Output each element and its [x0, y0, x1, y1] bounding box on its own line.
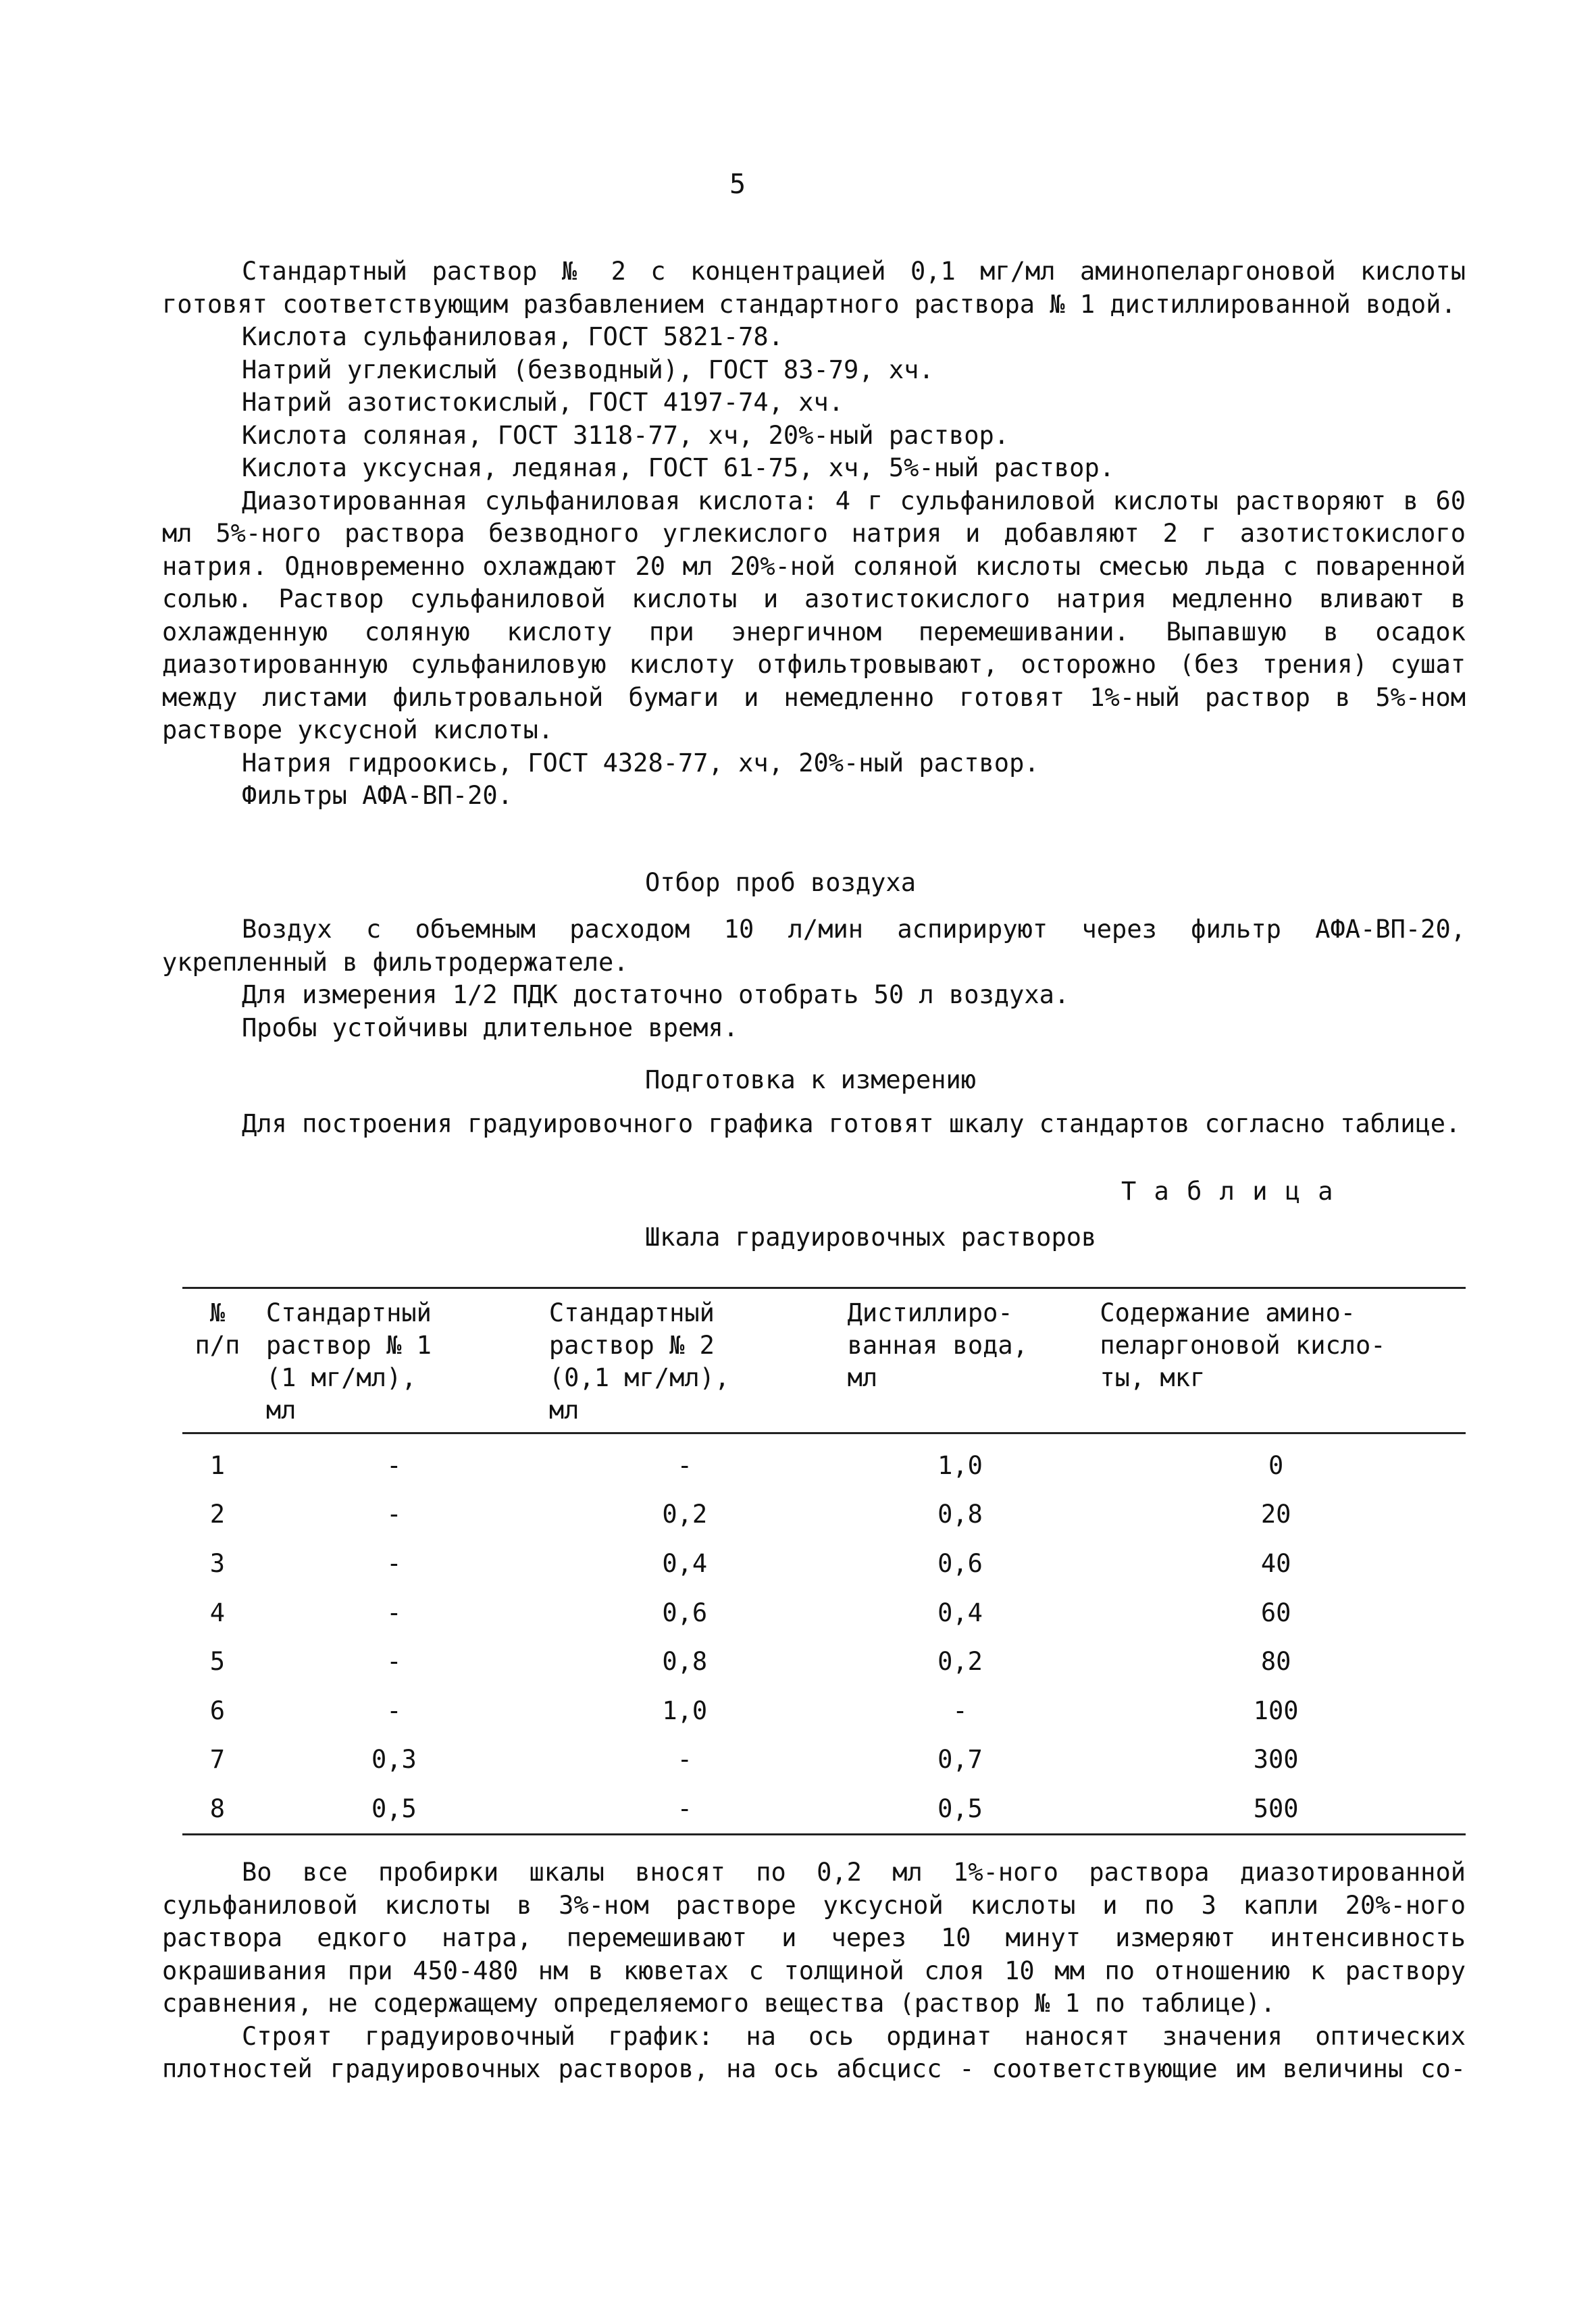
cell-number: 5 — [209, 1647, 226, 1677]
table-row — [182, 1686, 1466, 1735]
cell-standard-2: 1,0 — [662, 1696, 708, 1725]
page-number: 5 — [729, 169, 746, 200]
header-standard-1: Стандартный раствор № 1 (1 мг/мл), мл — [253, 1288, 536, 1433]
paragraph: Пробы устойчивы длительное время. — [242, 1013, 739, 1042]
reagent-item: Натрий углекислый (безводный), ГОСТ 83-79, хч. — [242, 355, 934, 384]
cell-standard-2: 0,4 — [662, 1548, 708, 1578]
table-row — [182, 1490, 1466, 1540]
cell-number: 2 — [209, 1500, 226, 1529]
cell-content: 100 — [1253, 1696, 1299, 1725]
cell-content: 300 — [1253, 1745, 1299, 1775]
cell-standard-2: 0,8 — [662, 1647, 708, 1677]
header-standard-2: Стандартный раствор № 2 (0,1 мг/мл), мл — [536, 1288, 834, 1433]
reagent-item: Кислота соляная, ГОСТ 3118-77, хч, 20%-ный раствор. — [242, 420, 1010, 450]
section-heading-sampling: Отбор проб воздуха — [645, 868, 916, 897]
calibration-table — [182, 1287, 1466, 1856]
cell-content: 0 — [1268, 1450, 1284, 1480]
cell-water: 0,8 — [937, 1500, 983, 1529]
header-number: № п/п — [182, 1288, 253, 1433]
cell-water: 0,4 — [937, 1598, 983, 1627]
reagent-item: Натрий азотистокислый, ГОСТ 4197-74, хч. — [242, 388, 844, 417]
cell-water: 0,7 — [937, 1745, 983, 1775]
header-water: Дистиллиро- ванная вода, мл — [834, 1288, 1087, 1433]
paragraph: Строят градуировочный график: на ось ординат наносят значения оптических плотностей градуировочных растворов, на ось абсцисс - соответствующие им величины со- — [162, 2021, 1466, 2083]
table-rule — [182, 1834, 1466, 1856]
table-row — [182, 1588, 1466, 1637]
reagent-item: Кислота сульфаниловая, ГОСТ 5821-78. — [242, 322, 783, 351]
cell-standard-1: - — [386, 1696, 402, 1725]
cell-water: 1,0 — [937, 1450, 983, 1480]
table-title: Шкала градуировочных растворов — [645, 1223, 1097, 1252]
paragraph: Воздух с объемным расходом 10 л/мин аспирируют через фильтр АФА-ВП-20, укрепленный в фильтродержателе. — [162, 915, 1466, 977]
cell-water: - — [952, 1696, 968, 1725]
cell-standard-2: 0,2 — [662, 1500, 708, 1529]
cell-water: 0,5 — [937, 1794, 983, 1823]
section-heading-preparation: Подготовка к измерению — [645, 1065, 977, 1094]
paragraph: Стандартный раствор № 2 с концентрацией 0,1 мг/мл аминопеларгоновой кислоты готовят соответствующим разбавлением стандартного раствора № 1 дистиллированной водой. — [162, 257, 1466, 319]
reagent-item: Натрия гидроокись, ГОСТ 4328-77, хч, 20%-ный раствор. — [242, 748, 1039, 778]
table-label: Т а б л и ц а — [1121, 1177, 1335, 1206]
table-row — [182, 1637, 1466, 1686]
cell-standard-2: 0,6 — [662, 1598, 708, 1627]
cell-standard-1: - — [386, 1450, 402, 1480]
table-row — [182, 1784, 1466, 1834]
paragraph: Для построения градуировочного графика готовят шкалу стандартов согласно таблице. — [242, 1109, 1461, 1138]
table-row — [182, 1433, 1466, 1490]
sampling-section — [162, 913, 1466, 1044]
cell-standard-1: - — [386, 1647, 402, 1677]
table-header-row — [182, 1288, 1466, 1433]
cell-water: 0,6 — [937, 1548, 983, 1578]
reagent-item: Фильтры АФА-ВП-20. — [242, 781, 513, 810]
cell-number: 8 — [209, 1794, 226, 1823]
reagents-section — [162, 255, 1466, 813]
cell-content: 500 — [1253, 1794, 1299, 1823]
cell-content: 80 — [1260, 1647, 1291, 1677]
table-row — [182, 1735, 1466, 1785]
table-row — [182, 1539, 1466, 1588]
preparation-section — [162, 1108, 1466, 1141]
cell-standard-2: - — [677, 1745, 692, 1775]
reagent-item: Кислота уксусная, ледяная, ГОСТ 61-75, хч, 5%-ный раствор. — [242, 453, 1115, 482]
cell-water: 0,2 — [937, 1647, 983, 1677]
cell-number: 7 — [209, 1745, 226, 1775]
cell-standard-1: - — [386, 1548, 402, 1578]
cell-number: 3 — [209, 1548, 226, 1578]
cell-standard-2: - — [677, 1450, 692, 1480]
table-bottom-rule — [182, 1834, 1466, 1856]
cell-content: 40 — [1260, 1548, 1291, 1578]
paragraph: Диазотированная сульфаниловая кислота: 4 г сульфаниловой кислоты растворяют в 60 мл 5%-ного раствора безводного углекислого натрия и добавляют 2 г азотистокислого натрия. Одновременно охлаждают 20 мл 20%-ной соляной кислоты смесью льда с поваренной солью. Раствор сульфаниловой кислоты и азотистокислого натрия медленно вливают в охлажденную соляную кислоту при энергичном перемешивании. Выпавшую в осадок диазотированную сульфаниловую кислоту отфильтровывают, осторожно (без трения) сушат между листами фильтровальной бумаги и немедленно готовят 1%-ный раствор в 5%-ном растворе уксусной кислоты. — [162, 486, 1466, 744]
cell-content: 60 — [1260, 1598, 1291, 1627]
cell-content: 20 — [1260, 1500, 1291, 1529]
header-content: Содержание амино- пеларгоновой кисло- ты, мкг — [1086, 1288, 1466, 1433]
cell-standard-1: - — [386, 1598, 402, 1627]
cell-number: 6 — [209, 1696, 226, 1725]
cell-standard-2: - — [677, 1794, 692, 1823]
measurement-section — [162, 1856, 1466, 2086]
cell-standard-1: 0,5 — [371, 1794, 417, 1823]
cell-standard-1: 0,3 — [371, 1745, 417, 1775]
paragraph: Для измерения 1/2 ПДК достаточно отобрать 50 л воздуха. — [242, 980, 1070, 1009]
cell-number: 4 — [209, 1598, 226, 1627]
cell-standard-1: - — [386, 1500, 402, 1529]
cell-number: 1 — [209, 1450, 226, 1480]
paragraph: Во все пробирки шкалы вносят по 0,2 мл 1%-ного раствора диазотированной сульфаниловой кислоты в 3%-ном растворе уксусной кислоты и по 3 капли 20%-ного раствора едкого натра, перемешивают и через 10 минут измеряют интенсивность окрашивания при 450-480 нм в кюветах с толщиной слоя 10 мм по отношению к раствору сравнения, не содержащему определяемого вещества (раствор № 1 по таблице). — [162, 1858, 1466, 2018]
